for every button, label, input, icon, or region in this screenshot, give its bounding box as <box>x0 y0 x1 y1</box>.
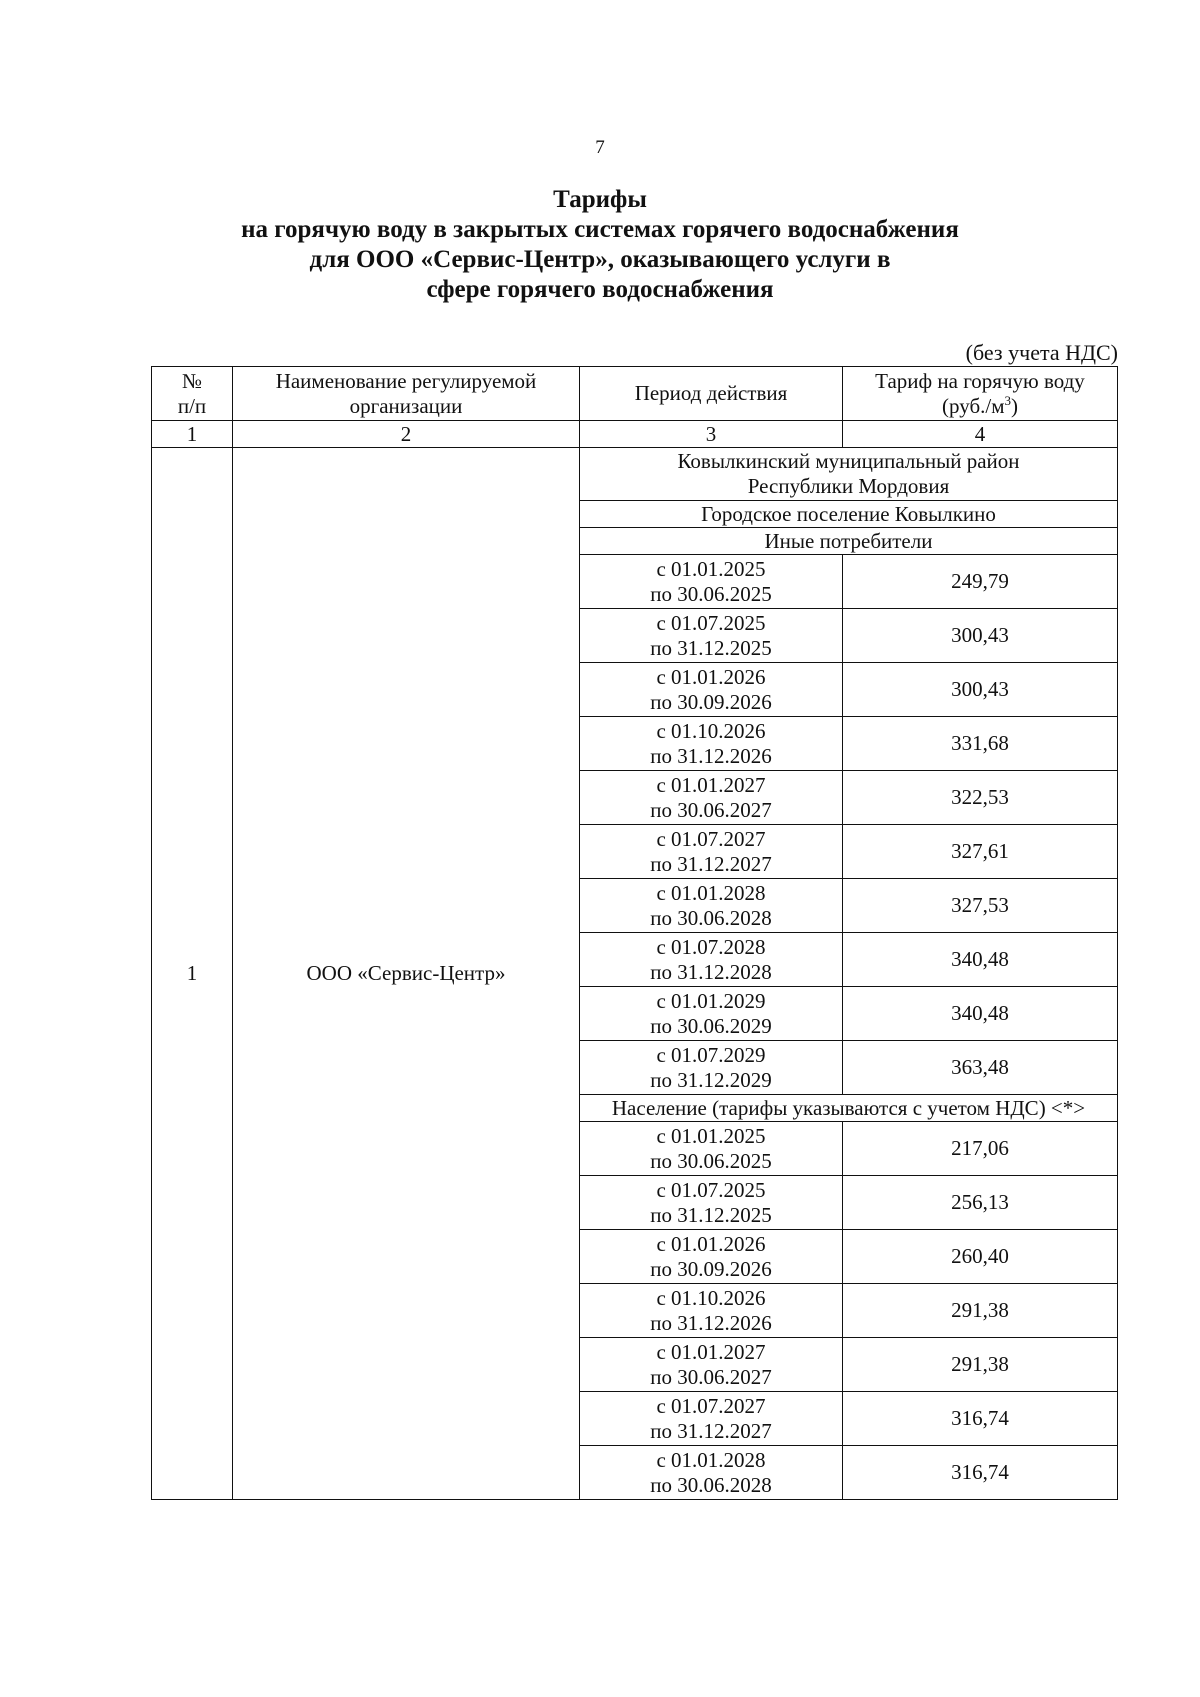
period-to: по 30.09.2026 <box>650 689 772 714</box>
tariff-value: 256,13 <box>843 1176 1118 1230</box>
document-title <box>0 185 1200 305</box>
tariff-value: 327,53 <box>843 879 1118 933</box>
period-cell <box>580 1122 843 1176</box>
period-from: с 01.01.2027 <box>656 1339 766 1364</box>
period-to: по 30.06.2027 <box>650 1364 772 1389</box>
header-tariff-unit-pre: (руб./м <box>942 393 1005 418</box>
period-from: с 01.07.2027 <box>656 1393 766 1418</box>
tariff-value: 217,06 <box>843 1122 1118 1176</box>
header-tariff-unit-post: ) <box>1011 393 1018 418</box>
period-to: по 30.06.2027 <box>650 797 772 822</box>
period-to: по 30.06.2025 <box>650 581 772 606</box>
period-cell <box>580 1230 843 1284</box>
column-number: 3 <box>580 421 843 448</box>
period-from: с 01.10.2026 <box>656 1285 766 1310</box>
period-cell <box>580 933 843 987</box>
period-to: по 31.12.2028 <box>650 959 772 984</box>
region-row <box>152 448 1118 501</box>
organization-cell: ООО «Сервис-Центр» <box>233 448 580 1500</box>
period-cell <box>580 1338 843 1392</box>
header-tariff-line-2 <box>845 394 1115 419</box>
column-number: 4 <box>843 421 1118 448</box>
period-from: с 01.01.2028 <box>656 880 766 905</box>
period-to: по 31.12.2027 <box>650 1418 772 1443</box>
tariff-value: 300,43 <box>843 609 1118 663</box>
period-to: по 30.06.2029 <box>650 1013 772 1038</box>
period-to: по 30.06.2028 <box>650 905 772 930</box>
period-to: по 31.12.2025 <box>650 1202 772 1227</box>
title-line-3: для ООО «Сервис-Центр», оказывающего услуги в <box>309 246 891 273</box>
header-tariff-unit-sup: 3 <box>1004 392 1011 408</box>
tariff-value: 260,40 <box>843 1230 1118 1284</box>
page-number: 7 <box>595 137 605 158</box>
tariff-value: 291,38 <box>843 1338 1118 1392</box>
period-cell <box>580 555 843 609</box>
tariff-value: 340,48 <box>843 933 1118 987</box>
period-cell <box>580 717 843 771</box>
period-to: по 31.12.2026 <box>650 743 772 768</box>
period-to: по 30.06.2025 <box>650 1148 772 1173</box>
period-cell <box>580 1041 843 1095</box>
period-cell <box>580 1446 843 1500</box>
period-to: по 31.12.2029 <box>650 1067 772 1092</box>
title-line-2: на горячую воду в закрытых системах горячего водоснабжения <box>241 216 959 243</box>
header-number <box>152 367 233 421</box>
header-organization <box>233 367 580 421</box>
period-from: с 01.07.2028 <box>656 934 766 959</box>
tariff-value: 249,79 <box>843 555 1118 609</box>
period-to: по 30.09.2026 <box>650 1256 772 1281</box>
period-from: с 01.01.2025 <box>656 556 766 581</box>
region-line-2: Республики Мордовия <box>747 474 950 498</box>
period-cell <box>580 1284 843 1338</box>
settlement-cell: Городское поселение Ковылкино <box>580 501 1118 528</box>
tariff-value: 322,53 <box>843 771 1118 825</box>
period-from: с 01.10.2026 <box>656 718 766 743</box>
period-from: с 01.07.2027 <box>656 826 766 851</box>
region-cell <box>580 448 1118 501</box>
period-to: по 31.12.2026 <box>650 1310 772 1335</box>
header-number-line-1: № <box>181 368 203 393</box>
period-to: по 31.12.2025 <box>650 635 772 660</box>
period-from: с 01.01.2027 <box>656 772 766 797</box>
header-tariff-line-1: Тариф на горячую воду <box>875 368 1085 393</box>
tariff-value: 327,61 <box>843 825 1118 879</box>
period-cell <box>580 825 843 879</box>
consumer-group-label: Население (тарифы указываются с учетом НДС) <*> <box>580 1095 1118 1122</box>
period-cell <box>580 771 843 825</box>
period-to: по 30.06.2028 <box>650 1472 772 1497</box>
period-cell <box>580 879 843 933</box>
tariff-value: 300,43 <box>843 663 1118 717</box>
vat-note: (без учета НДС) <box>965 340 1118 365</box>
table-header-row <box>152 367 1118 421</box>
title-line-4: сфере горячего водоснабжения <box>426 276 774 303</box>
period-cell <box>580 663 843 717</box>
tariff-value: 331,68 <box>843 717 1118 771</box>
header-organization-line-1: Наименование регулируемой <box>275 368 537 393</box>
tariff-value: 316,74 <box>843 1446 1118 1500</box>
tariff-value: 363,48 <box>843 1041 1118 1095</box>
row-number-cell: 1 <box>152 448 233 1500</box>
period-from: с 01.07.2029 <box>656 1042 766 1067</box>
period-from: с 01.01.2025 <box>656 1123 766 1148</box>
column-number: 1 <box>152 421 233 448</box>
header-period: Период действия <box>580 367 843 421</box>
column-number-row <box>152 421 1118 448</box>
region-line-1: Ковылкинский муниципальный район <box>677 449 1020 473</box>
tariff-value: 340,48 <box>843 987 1118 1041</box>
header-organization-line-2: организации <box>349 393 463 418</box>
period-to: по 31.12.2027 <box>650 851 772 876</box>
period-from: с 01.01.2026 <box>656 1231 766 1256</box>
period-cell <box>580 1176 843 1230</box>
period-cell <box>580 609 843 663</box>
period-from: с 01.07.2025 <box>656 1177 766 1202</box>
period-from: с 01.07.2025 <box>656 610 766 635</box>
header-tariff <box>843 367 1118 421</box>
period-from: с 01.01.2026 <box>656 664 766 689</box>
consumer-group-label: Иные потребители <box>580 528 1118 555</box>
tariff-table <box>151 366 1118 1500</box>
tariff-value: 291,38 <box>843 1284 1118 1338</box>
period-cell <box>580 1392 843 1446</box>
tariff-value: 316,74 <box>843 1392 1118 1446</box>
period-from: с 01.01.2029 <box>656 988 766 1013</box>
column-number: 2 <box>233 421 580 448</box>
period-from: с 01.01.2028 <box>656 1447 766 1472</box>
title-line-1: Тарифы <box>553 186 647 213</box>
period-cell <box>580 987 843 1041</box>
header-number-line-2: п/п <box>177 393 207 418</box>
